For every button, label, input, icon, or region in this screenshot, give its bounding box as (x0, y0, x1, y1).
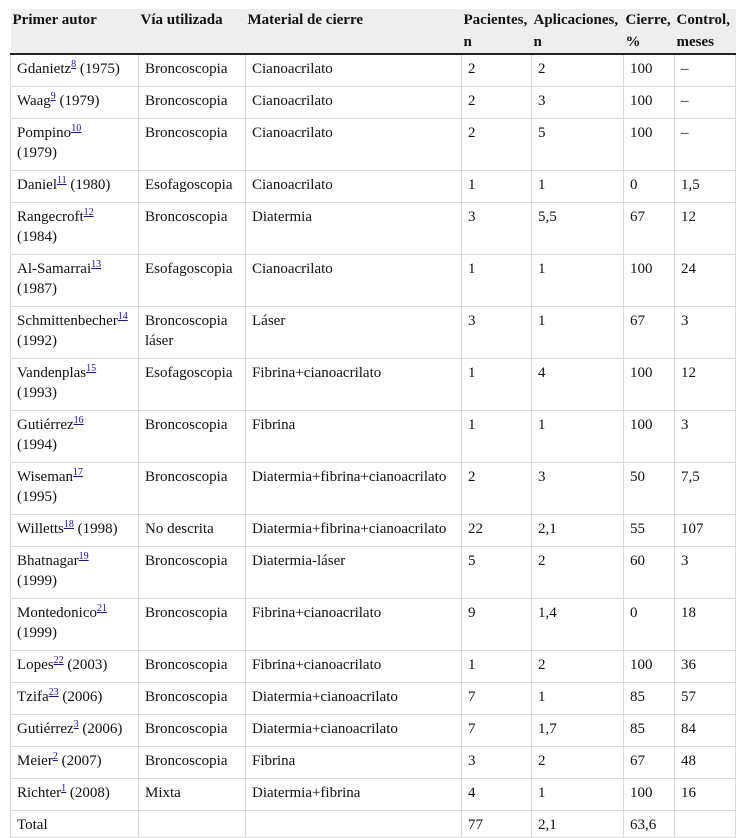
author-name: Waag (17, 93, 51, 109)
via-cell: Broncoscopia láser (139, 307, 246, 359)
column-header-line2: n (533, 34, 542, 50)
via-cell: Broncoscopia (139, 683, 246, 715)
author-cell (11, 715, 139, 747)
total-aplicaciones: 2,1 (532, 811, 624, 838)
author-cell (11, 307, 139, 359)
publication-year: (1979) (17, 145, 57, 161)
table-row (11, 779, 736, 811)
author-cell (11, 779, 139, 811)
reference-superscript (57, 175, 67, 186)
author-cell (11, 463, 139, 515)
cierre-cell: 100 (624, 411, 675, 463)
cierre-cell: 85 (624, 683, 675, 715)
table-row (11, 651, 736, 683)
pacientes-cell: 1 (462, 255, 532, 307)
reference-link[interactable]: 13 (91, 259, 102, 270)
reference-superscript (86, 363, 96, 374)
control-cell: 7,5 (675, 463, 736, 515)
aplicaciones-cell: 5,5 (532, 203, 624, 255)
column-header (246, 9, 462, 54)
author-name: Schmittenbecher (17, 313, 118, 329)
material-cell: Cianoacrilato (246, 171, 462, 203)
author-cell (11, 87, 139, 119)
via-cell: Broncoscopia (139, 715, 246, 747)
author-name: Willetts (17, 521, 64, 537)
via-cell: Broncoscopia (139, 411, 246, 463)
author-name: Montedonico (17, 605, 97, 621)
column-header-line2: % (625, 34, 641, 50)
reference-superscript (71, 123, 81, 134)
author-name: Meier (17, 753, 53, 769)
cierre-cell: 100 (624, 87, 675, 119)
control-cell: 3 (675, 307, 736, 359)
author-cell (11, 54, 139, 87)
aplicaciones-cell: 1 (532, 255, 624, 307)
author-cell (11, 411, 139, 463)
aplicaciones-cell: 2 (532, 547, 624, 599)
reference-link[interactable]: 21 (97, 603, 107, 614)
publication-year: (1995) (17, 489, 57, 505)
cierre-cell: 0 (624, 599, 675, 651)
pacientes-cell: 2 (462, 119, 532, 171)
material-cell: Cianoacrilato (246, 255, 462, 307)
reference-superscript (71, 59, 76, 70)
publication-year: (2007) (61, 753, 102, 769)
total-row (11, 811, 736, 838)
aplicaciones-cell: 2 (532, 54, 624, 87)
material-cell: Cianoacrilato (246, 54, 462, 87)
cierre-cell: 100 (624, 651, 675, 683)
via-cell: Esofagoscopia (139, 171, 246, 203)
table-row (11, 87, 736, 119)
aplicaciones-cell: 3 (532, 87, 624, 119)
reference-superscript (51, 91, 56, 102)
total-control (675, 811, 736, 838)
table-row (11, 119, 736, 171)
table-row (11, 307, 736, 359)
table-row (11, 599, 736, 651)
author-name: Tzifa (17, 689, 49, 705)
material-cell: Diatermia (246, 203, 462, 255)
publication-year: (1999) (17, 573, 57, 589)
cierre-cell: 67 (624, 203, 675, 255)
material-cell: Diatermia+cianoacrilato (246, 715, 462, 747)
total-via (139, 811, 246, 838)
reference-superscript (91, 259, 101, 270)
via-cell: Broncoscopia (139, 87, 246, 119)
reference-link[interactable]: 1 (61, 783, 67, 794)
material-cell: Fibrina (246, 747, 462, 779)
table-row (11, 747, 736, 779)
reference-superscript (84, 207, 94, 218)
material-cell: Fibrina+cianoacrilato (246, 651, 462, 683)
pacientes-cell: 2 (462, 87, 532, 119)
via-cell: Broncoscopia (139, 547, 246, 599)
column-header (139, 9, 246, 54)
cierre-cell: 100 (624, 359, 675, 411)
material-cell: Láser (246, 307, 462, 359)
publication-year: (1980) (70, 177, 111, 193)
pacientes-cell: 4 (462, 779, 532, 811)
publication-year: (1998) (77, 521, 118, 537)
reference-link[interactable]: 23 (48, 687, 59, 698)
reference-superscript (49, 687, 59, 698)
aplicaciones-cell: 2,1 (532, 515, 624, 547)
author-name: Richter (17, 785, 62, 801)
pacientes-cell: 3 (462, 203, 532, 255)
via-cell: Broncoscopia (139, 747, 246, 779)
material-cell: Diatermia+cianoacrilato (246, 683, 462, 715)
material-cell: Fibrina+cianoacrilato (246, 359, 462, 411)
reference-superscript (64, 519, 74, 530)
cierre-cell: 0 (624, 171, 675, 203)
control-cell: 3 (675, 547, 736, 599)
author-cell (11, 599, 139, 651)
control-cell: 107 (675, 515, 736, 547)
aplicaciones-cell: 4 (532, 359, 624, 411)
table-body (11, 54, 736, 838)
column-header (11, 9, 139, 54)
via-cell: Esofagoscopia (139, 359, 246, 411)
control-cell: – (675, 87, 736, 119)
material-cell: Fibrina (246, 411, 462, 463)
author-cell (11, 359, 139, 411)
author-name: Lopes (17, 657, 54, 673)
aplicaciones-cell: 2 (532, 747, 624, 779)
reference-link[interactable]: 22 (53, 655, 64, 666)
table-row (11, 171, 736, 203)
column-header (675, 9, 736, 54)
material-cell: Diatermia+fibrina+cianoacrilato (246, 463, 462, 515)
pacientes-cell: 7 (462, 683, 532, 715)
total-material (246, 811, 462, 838)
table-row (11, 54, 736, 87)
author-name: Rangecroft (17, 209, 84, 225)
aplicaciones-cell: 1 (532, 307, 624, 359)
column-header (532, 9, 624, 54)
cierre-cell: 100 (624, 255, 675, 307)
table-row (11, 359, 736, 411)
pacientes-cell: 5 (462, 547, 532, 599)
reference-superscript (79, 551, 89, 562)
author-cell (11, 515, 139, 547)
author-cell (11, 651, 139, 683)
control-cell: 84 (675, 715, 736, 747)
publication-year: (1975) (79, 61, 120, 77)
via-cell: Mixta (139, 779, 246, 811)
aplicaciones-cell: 1,4 (532, 599, 624, 651)
author-cell (11, 203, 139, 255)
publication-year: (1999) (17, 625, 57, 641)
reference-superscript (74, 415, 84, 426)
via-cell: Broncoscopia (139, 463, 246, 515)
via-cell: Broncoscopia (139, 54, 246, 87)
reference-link[interactable]: 14 (117, 311, 128, 322)
reference-link[interactable]: 18 (63, 519, 74, 530)
pacientes-cell: 1 (462, 359, 532, 411)
reference-link[interactable]: 2 (52, 751, 58, 762)
control-cell: 48 (675, 747, 736, 779)
studies-table (10, 9, 736, 838)
control-cell: – (675, 119, 736, 171)
reference-superscript (54, 655, 64, 666)
cierre-cell: 100 (624, 54, 675, 87)
publication-year: (1987) (17, 281, 57, 297)
reference-link[interactable]: 19 (78, 551, 89, 562)
pacientes-cell: 3 (462, 747, 532, 779)
pacientes-cell: 9 (462, 599, 532, 651)
control-cell: 18 (675, 599, 736, 651)
table-row (11, 547, 736, 599)
table-row (11, 515, 736, 547)
via-cell: No descrita (139, 515, 246, 547)
publication-year: (2006) (62, 689, 103, 705)
cierre-cell: 67 (624, 307, 675, 359)
author-cell (11, 747, 139, 779)
column-header (624, 9, 675, 54)
reference-superscript (97, 603, 107, 614)
column-header-line1: Vía utilizada (140, 12, 223, 28)
cierre-cell: 100 (624, 119, 675, 171)
author-cell (11, 171, 139, 203)
author-name: Daniel (17, 177, 57, 193)
author-cell (11, 119, 139, 171)
pacientes-cell: 1 (462, 651, 532, 683)
column-header-line1: Cierre, (625, 12, 671, 28)
material-cell: Cianoacrilato (246, 87, 462, 119)
reference-link[interactable]: 8 (71, 59, 77, 70)
column-header-line2: meses (676, 34, 714, 50)
author-name: Gdanietz (17, 61, 72, 77)
control-cell: 12 (675, 203, 736, 255)
control-cell: 3 (675, 411, 736, 463)
column-header-line2: n (463, 34, 472, 50)
pacientes-cell: 2 (462, 54, 532, 87)
control-cell: 36 (675, 651, 736, 683)
author-name: Bhatnagar (17, 553, 79, 569)
reference-link[interactable]: 15 (86, 363, 97, 374)
material-cell: Diatermia+fibrina (246, 779, 462, 811)
author-name: Al-Samarrai (17, 261, 92, 277)
publication-year: (1979) (59, 93, 100, 109)
cierre-cell: 85 (624, 715, 675, 747)
aplicaciones-cell: 5 (532, 119, 624, 171)
reference-link[interactable]: 3 (73, 719, 79, 730)
column-header-line1: Primer autor (12, 12, 97, 28)
publication-year: (2008) (69, 785, 110, 801)
aplicaciones-cell: 1 (532, 411, 624, 463)
total-cierre: 63,6 (624, 811, 675, 838)
author-cell (11, 547, 139, 599)
author-cell (11, 683, 139, 715)
via-cell: Esofagoscopia (139, 255, 246, 307)
cierre-cell: 60 (624, 547, 675, 599)
control-cell: 16 (675, 779, 736, 811)
via-cell: Broncoscopia (139, 599, 246, 651)
aplicaciones-cell: 1 (532, 779, 624, 811)
total-label: Total (11, 811, 139, 838)
material-cell: Diatermia+fibrina+cianoacrilato (246, 515, 462, 547)
cierre-cell: 100 (624, 779, 675, 811)
material-cell: Cianoacrilato (246, 119, 462, 171)
publication-year: (1993) (17, 385, 57, 401)
pacientes-cell: 7 (462, 715, 532, 747)
control-cell: 12 (675, 359, 736, 411)
material-cell: Fibrina+cianoacrilato (246, 599, 462, 651)
aplicaciones-cell: 1,7 (532, 715, 624, 747)
author-name: Gutiérrez (17, 417, 74, 433)
cierre-cell: 50 (624, 463, 675, 515)
author-name: Vandenplas (17, 365, 87, 381)
table-row (11, 715, 736, 747)
pacientes-cell: 2 (462, 463, 532, 515)
publication-year: (1992) (17, 333, 57, 349)
aplicaciones-cell: 1 (532, 171, 624, 203)
via-cell: Broncoscopia (139, 651, 246, 683)
table-row (11, 411, 736, 463)
author-name: Wiseman (17, 469, 74, 485)
control-cell: 1,5 (675, 171, 736, 203)
total-pacientes: 77 (462, 811, 532, 838)
table-row (11, 255, 736, 307)
control-cell: 57 (675, 683, 736, 715)
publication-year: (2006) (82, 721, 123, 737)
via-cell: Broncoscopia (139, 119, 246, 171)
table-row (11, 463, 736, 515)
reference-link[interactable]: 16 (73, 415, 84, 426)
publication-year: (2003) (67, 657, 108, 673)
material-cell: Diatermia-láser (246, 547, 462, 599)
author-name: Pompino (17, 125, 72, 141)
aplicaciones-cell: 3 (532, 463, 624, 515)
reference-superscript (73, 467, 83, 478)
publication-year: (1994) (17, 437, 57, 453)
reference-superscript (118, 311, 128, 322)
column-header-line1: Control, (676, 12, 730, 28)
via-cell: Broncoscopia (139, 203, 246, 255)
header-row (11, 9, 736, 54)
aplicaciones-cell: 1 (532, 683, 624, 715)
reference-link[interactable]: 11 (56, 175, 67, 186)
cierre-cell: 67 (624, 747, 675, 779)
reference-superscript (74, 719, 79, 730)
cierre-cell: 55 (624, 515, 675, 547)
pacientes-cell: 22 (462, 515, 532, 547)
pacientes-cell: 1 (462, 411, 532, 463)
reference-link[interactable]: 17 (73, 467, 84, 478)
reference-link[interactable]: 9 (50, 91, 56, 102)
table-row (11, 683, 736, 715)
pacientes-cell: 1 (462, 171, 532, 203)
aplicaciones-cell: 2 (532, 651, 624, 683)
pacientes-cell: 3 (462, 307, 532, 359)
publication-year: (1984) (17, 229, 57, 245)
reference-link[interactable]: 10 (71, 123, 82, 134)
table-row (11, 203, 736, 255)
column-header (462, 9, 532, 54)
control-cell: – (675, 54, 736, 87)
author-cell (11, 255, 139, 307)
reference-link[interactable]: 12 (83, 207, 94, 218)
table-header (11, 9, 736, 54)
author-name: Gutiérrez (17, 721, 74, 737)
reference-superscript (53, 751, 58, 762)
column-header-line1: Aplicaciones, (533, 12, 619, 28)
column-header-line1: Pacientes, (463, 12, 528, 28)
reference-superscript (61, 783, 66, 794)
control-cell: 24 (675, 255, 736, 307)
column-header-line1: Material de cierre (247, 12, 363, 28)
